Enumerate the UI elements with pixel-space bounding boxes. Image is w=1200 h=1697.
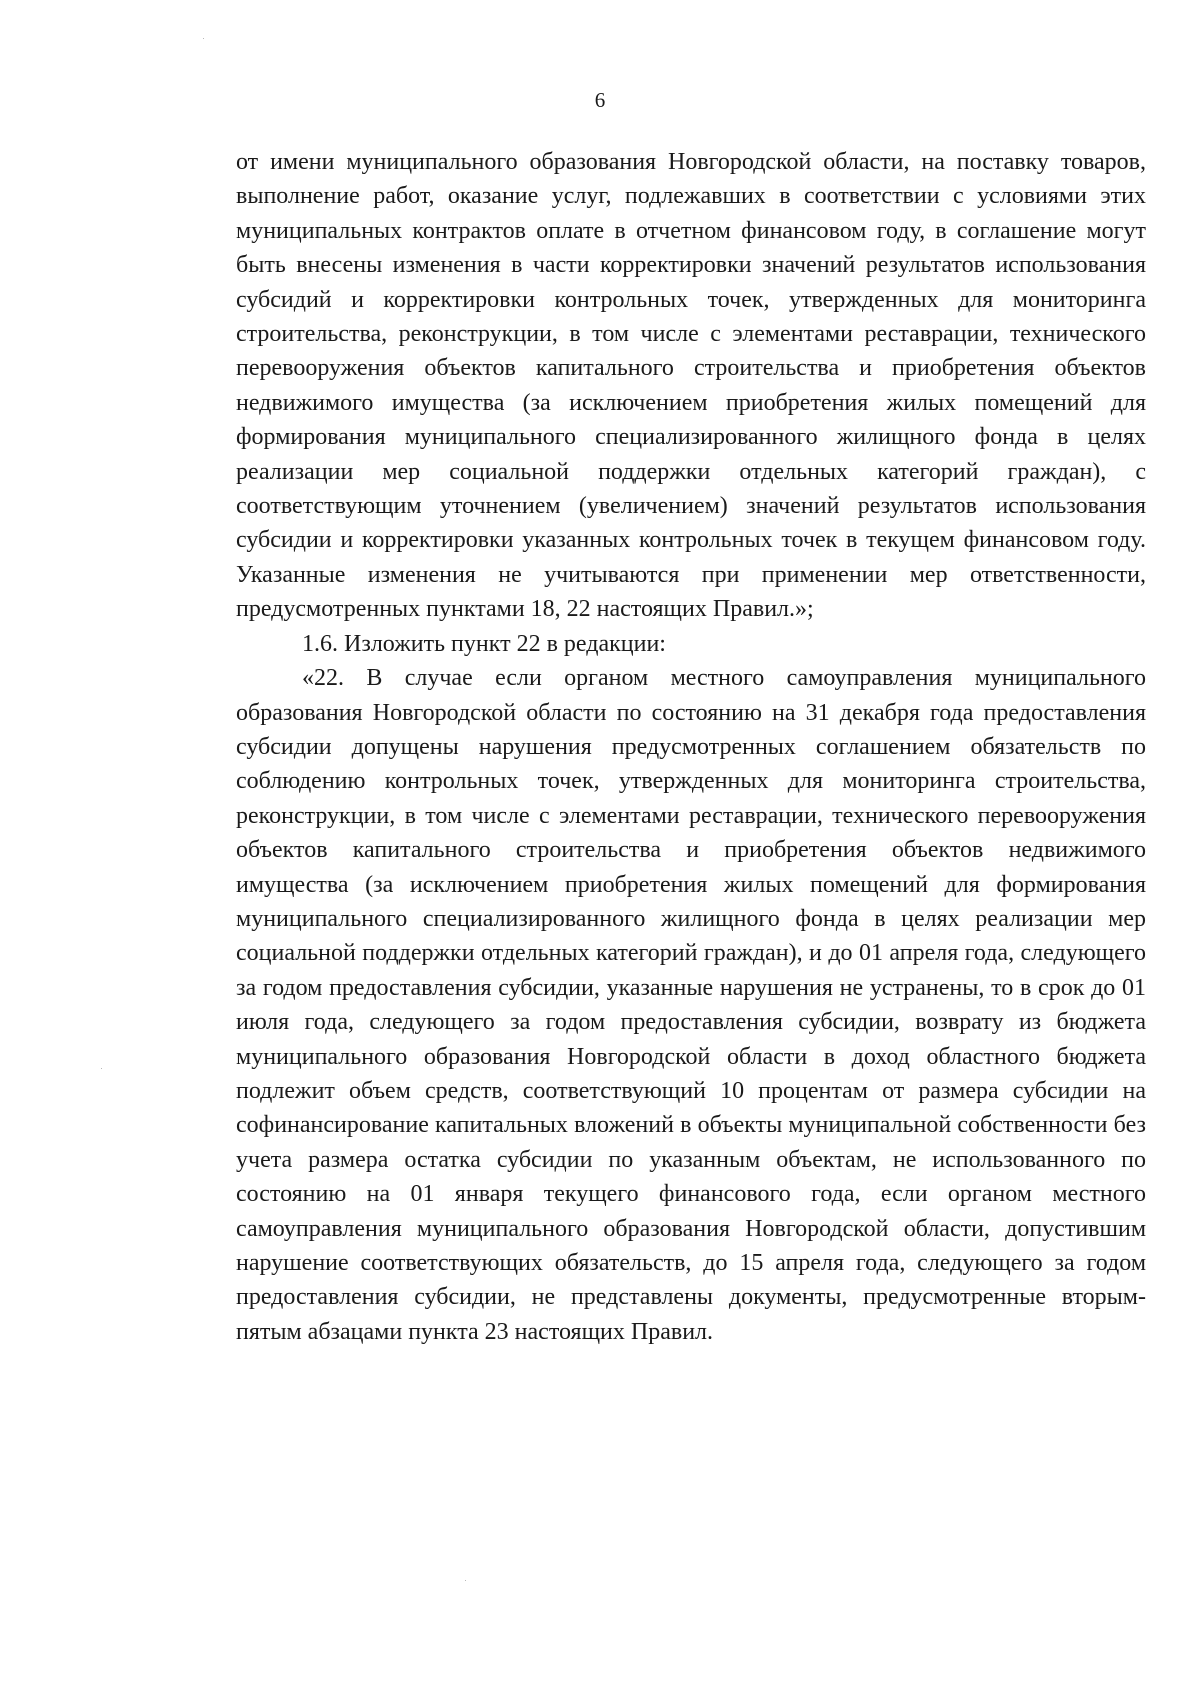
scan-speck bbox=[101, 1068, 102, 1069]
scan-speck bbox=[465, 1580, 466, 1581]
paragraph-item-1-6: 1.6. Изложить пункт 22 в редакции: bbox=[302, 630, 666, 657]
paragraph-item-22: «22. В случае если органом местного самоуправления муниципального образования Новгородской области по состоянию на 31 декабря года предоставления субсидии допущены нарушения предусмотренных соглашением обязательств по соблюдению контрольных точек, утвержденных для мониторинга строительства, реконструкции, в том числе с элементами реставрации, технического перевооружения объектов капитального строительства и приобретения объектов недвижимого имущества (за исключением приобретения жилых помещений для формирования муниципального специализированного жилищного фонда в целях реализации мер социальной поддержки отдельных категорий граждан), и до 01 апреля года, следующего за годом предоставления субсидии, указанные нарушения не устранены, то в срок до 01 июля года, следующего за годом предоставления субсидии, возврату из бюджета муниципального образования Новгородской области в доход областного бюджета подлежит объем средств, соответствующий 10 процентам от размера субсидии на софинансирование капитальных вложений в объекты муниципальной собственности без учета размера остатка субсидии по указанным объектам, не использованного по состоянию на 01 января текущего финансового года, если органом местного самоуправления муниципального образования Новгородской области, допустившим нарушение соответствующих обязательств, до 15 апреля года, следующего за годом предоставления субсидии, не представлены документы, предусмотренные вторым-пятым абзацами пункта 23 настоящих Правил. bbox=[236, 665, 1146, 1345]
scan-speck bbox=[203, 38, 204, 39]
paragraph-continuation: от имени муниципального образования Новгородской области, на поставку товаров, выполнение работ, оказание услуг, подлежавших в соответствии с условиями этих муниципальных контрактов оплате в отчетном финансовом году, в соглашение могут быть внесены изменения в части корректировки значений результатов использования субсидий и корректировки контрольных точек, утвержденных для мониторинга строительства, реконструкции, в том числе с элементами реставрации, технического перевооружения объектов капитального строительства и приобретения объектов недвижимого имущества (за исключением приобретения жилых помещений для формирования муниципального специализированного жилищного фонда в целях реализации мер социальной поддержки отдельных категорий граждан), с соответствующим уточнением (увеличением) значений результатов использования субсидии и корректировки указанных контрольных точек в текущем финансовом году. Указанные изменения не учитываются при применении мер ответственности, предусмотренных пунктами 18, 22 настоящих Правил.»; bbox=[236, 149, 1146, 623]
page-number: 6 bbox=[594, 88, 606, 112]
document-body bbox=[236, 145, 1146, 1349]
